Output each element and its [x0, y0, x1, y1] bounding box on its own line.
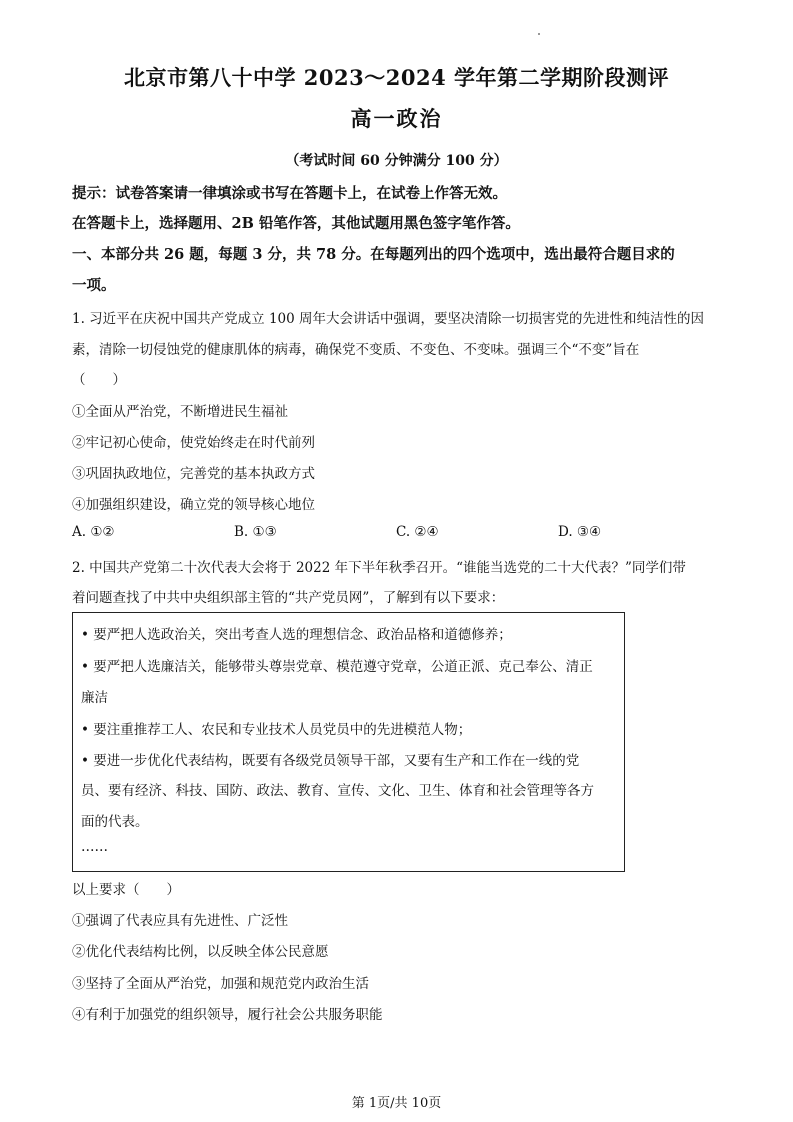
q1-stem-line-1: 1. 习近平在庆祝中国共产党成立 100 周年大会讲话中强调，要坚决清除一切损害党的先进性和纯洁性的因 — [72, 311, 705, 327]
section-heading-line-1: 一、本部分共 26 题，每题 3 分，共 78 分。在每题列出的四个选项中，选出最符合题目求的 — [72, 246, 675, 263]
page-number: 第 1页/共 10页 — [351, 1096, 442, 1111]
q2-item-3: ③坚持了全面从严治党，加强和规范党内政治生活 — [72, 976, 369, 992]
page-title: 北京市第八十中学 2023～2024 学年第二学期阶段测评 — [123, 65, 669, 90]
requirement-line-3: 廉洁 — [81, 690, 108, 706]
requirement-line-2: • 要严把人选廉洁关，能够带头尊崇党章、模范遵守党章，公道正派、克己奉公、清正 — [81, 659, 593, 675]
notice-line-2: 在答题卡上，选择题用、2B 铅笔作答，其他试题用黑色签字笔作答。 — [72, 215, 520, 232]
q2-item-1: ①强调了代表应具有先进性、广泛性 — [72, 913, 288, 929]
exam-info: （考试时间 60 分钟满分 100 分） — [285, 153, 508, 169]
q2-stem-line-2: 着问题查找了中共中央组织部主管的“共产党员网”，了解到有以下要求： — [72, 590, 505, 606]
requirement-line-4: • 要注重推荐工人、农民和专业技术人员党员中的先进模范人物； — [81, 722, 472, 738]
requirement-ellipsis: …… — [81, 839, 108, 855]
scan-dot — [538, 33, 540, 35]
q1-item-3: ③巩固执政地位，完善党的基本执政方式 — [72, 466, 315, 482]
notice-line-1: 提示：试卷答案请一律填涂或书写在答题卡上，在试卷上作答无效。 — [72, 185, 507, 202]
q2-lead: 以上要求（ ） — [72, 882, 180, 898]
q1-item-4: ④加强组织建设，确立党的领导核心地位 — [72, 497, 315, 513]
q1-item-2: ②牢记初心使命，使党始终走在时代前列 — [72, 435, 315, 451]
q1-choice-a[interactable]: A. ①② — [72, 524, 115, 540]
q2-item-4: ④有利于加强党的组织领导，履行社会公共服务职能 — [72, 1007, 383, 1023]
requirement-line-7: 面的代表。 — [81, 814, 149, 830]
requirements-box — [72, 612, 625, 872]
q1-item-1: ①全面从严治党，不断增进民生福祉 — [72, 404, 288, 420]
q1-answer-blank: （ ） — [72, 372, 126, 388]
requirement-line-6: 员、要有经济、科技、国防、政法、教育、宣传、文化、卫生、体育和社会管理等各方 — [81, 783, 594, 799]
q1-choice-c[interactable]: C. ②④ — [396, 524, 439, 540]
q1-stem-line-2: 素，清除一切侵蚀党的健康肌体的病毒，确保党不变质、不变色、不变味。强调三个“不变”旨在 — [72, 342, 640, 358]
section-heading-line-2: 一项。 — [72, 277, 116, 294]
q1-choice-d[interactable]: D. ③④ — [558, 524, 602, 540]
requirement-line-1: • 要严把人选政治关，突出考查人选的理想信念、政治品格和道德修养； — [81, 627, 512, 643]
requirement-line-5: • 要进一步优化代表结构，既要有各级党员领导干部，又要有生产和工作在一线的党 — [81, 753, 580, 769]
q2-item-2: ②优化代表结构比例，以反映全体公民意愿 — [72, 944, 329, 960]
q1-choice-b[interactable]: B. ①③ — [234, 524, 277, 540]
q2-stem-line-1: 2. 中国共产党第二十次代表大会将于 2022 年下半年秋季召开。“谁能当选党的二十大代表？”同学们带 — [72, 560, 686, 576]
subject-title: 高一政治 — [350, 106, 443, 131]
